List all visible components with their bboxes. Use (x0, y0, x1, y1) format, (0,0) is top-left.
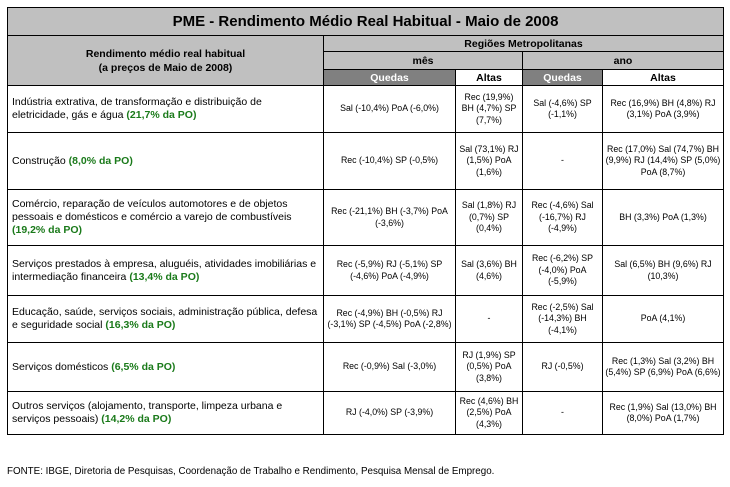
year-drops-cell: RJ (-0,5%) (523, 343, 603, 392)
month-drops-cell: Rec (-5,9%) RJ (-5,1%) SP (-4,6%) PoA (-4,9%) (324, 246, 456, 296)
sector-po-share: (8,0% da PO) (68, 154, 133, 167)
month-rises-cell: Sal (73,1%) RJ (1,5%) PoA (1,6%) (456, 133, 523, 190)
month-rises-cell: Rec (19,9%) BH (4,7%) SP (7,7%) (456, 86, 523, 133)
year-rises-cell: BH (3,3%) PoA (1,3%) (603, 190, 724, 246)
sector-cell (8, 246, 324, 296)
table-title: PME - Rendimento Médio Real Habitual - Maio de 2008 (8, 8, 724, 36)
year-rises-cell: PoA (4,1%) (603, 296, 724, 343)
header-year-drops: Quedas (523, 70, 603, 86)
sector-name: Comércio, reparação de veículos automotores e de objetos pessoais e domésticos e comércio a varejo de combustíveis (12, 198, 292, 223)
sector-name: Outros serviços (alojamento, transporte, limpeza urbana e serviços pessoais) (12, 400, 283, 425)
table-row (8, 246, 724, 296)
month-drops-cell: Sal (-10,4%) PoA (-6,0%) (324, 86, 456, 133)
month-drops-cell: Rec (-21,1%) BH (-3,7%) PoA (-3,6%) (324, 190, 456, 246)
table-row (8, 190, 724, 246)
sector-po-share: (14,2% da PO) (101, 413, 172, 425)
sector-name: Construção (12, 154, 66, 167)
sector-po-share: (6,5% da PO) (111, 360, 176, 373)
sector-name: Educação, saúde, serviços sociais, administração pública, defesa e seguridade social (12, 306, 318, 331)
sector-cell (8, 190, 324, 246)
month-rises-cell: Sal (1,8%) RJ (0,7%) SP (0,4%) (456, 190, 523, 246)
header-income-line1: Rendimento médio real habitual (85, 47, 246, 60)
sector-cell (8, 392, 324, 435)
sector-name: Serviços prestados à empresa, aluguéis, atividades imobiliárias e intermediação financeira (12, 257, 317, 283)
month-drops-cell: RJ (-4,0%) SP (-3,9%) (324, 392, 456, 435)
year-rises-cell: Rec (17,0%) Sal (74,7%) BH (9,9%) RJ (14,4%) SP (5,0%) PoA (8,7%) (603, 133, 724, 190)
sector-po-share: (16,3% da PO) (105, 319, 176, 331)
sector-po-share: (21,7% da PO) (126, 109, 197, 121)
table-row (8, 392, 724, 435)
table-row (8, 343, 724, 392)
month-drops-cell: Rec (-0,9%) Sal (-3,0%) (324, 343, 456, 392)
year-drops-cell: Rec (-2,5%) Sal (-14,3%) BH (-4,1%) (523, 296, 603, 343)
sector-po-share: (19,2% da PO) (12, 224, 83, 236)
year-drops-cell: Rec (-6,2%) SP (-4,0%) PoA (-5,9%) (523, 246, 603, 296)
month-rises-cell: Sal (3,6%) BH (4,6%) (456, 246, 523, 296)
year-rises-cell: Rec (16,9%) BH (4,8%) RJ (3,1%) PoA (3,9%) (603, 86, 724, 133)
table-row (8, 86, 724, 133)
header-year: ano (523, 52, 724, 70)
header-income-line2: (a preços de Maio de 2008) (98, 61, 233, 74)
year-drops-cell: Sal (-4,6%) SP (-1,1%) (523, 86, 603, 133)
header-regions: Regiões Metropolitanas (324, 36, 724, 52)
sector-cell (8, 343, 324, 392)
year-drops-cell: - (523, 392, 603, 435)
sector-name: Serviços domésticos (12, 360, 109, 373)
header-month-drops: Quedas (324, 70, 456, 86)
year-rises-cell: Sal (6,5%) BH (9,6%) RJ (10,3%) (603, 246, 724, 296)
header-income-label (8, 36, 324, 86)
year-drops-cell: - (523, 133, 603, 190)
footnote: FONTE: IBGE, Diretoria de Pesquisas, Coordenação de Trabalho e Rendimento, Pesquisa Mensal de Emprego. (7, 466, 495, 477)
month-rises-cell: Rec (4,6%) BH (2,5%) PoA (4,3%) (456, 392, 523, 435)
header-year-rises: Altas (603, 70, 724, 86)
month-rises-cell: RJ (1,9%) SP (0,5%) PoA (3,8%) (456, 343, 523, 392)
table-row (8, 133, 724, 190)
month-rises-cell: - (456, 296, 523, 343)
table-row (8, 296, 724, 343)
year-rises-cell: Rec (1,3%) Sal (3,2%) BH (5,4%) SP (6,9%) PoA (6,6%) (603, 343, 724, 392)
sector-cell (8, 296, 324, 343)
header-month-rises: Altas (456, 70, 523, 86)
sector-cell (8, 86, 324, 133)
month-drops-cell: Rec (-4,9%) BH (-0,5%) RJ (-3,1%) SP (-4,5%) PoA (-2,8%) (324, 296, 456, 343)
year-drops-cell: Rec (-4,6%) Sal (-16,7%) RJ (-4,9%) (523, 190, 603, 246)
income-table (7, 7, 724, 435)
year-rises-cell: Rec (1,9%) Sal (13,0%) BH (8,0%) PoA (1,7%) (603, 392, 724, 435)
table-container (7, 7, 724, 435)
sector-cell (8, 133, 324, 190)
sector-po-share: (13,4% da PO) (129, 270, 200, 283)
month-drops-cell: Rec (-10,4%) SP (-0,5%) (324, 133, 456, 190)
header-month: mês (324, 52, 523, 70)
sector-name: Indústria extrativa, de transformação e distribuição de eletricidade, gás e água (12, 96, 262, 121)
